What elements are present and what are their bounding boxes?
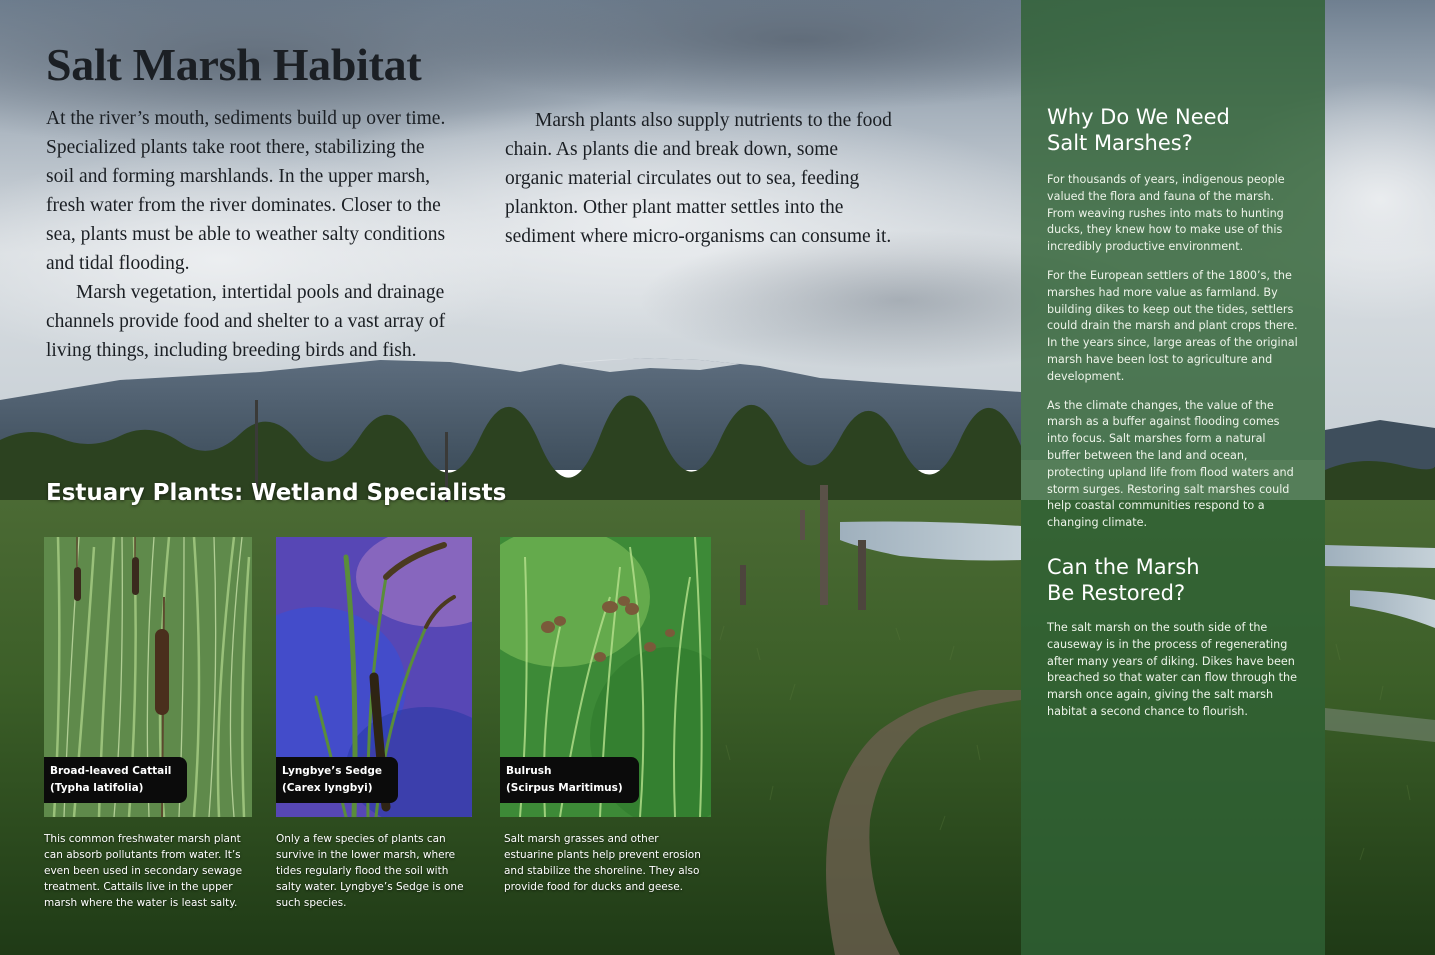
plant-latin-name: (Carex lyngbyi) <box>282 782 373 794</box>
heading-line: Be Restored? <box>1047 580 1186 605</box>
plant-latin-name: (Scirpus Maritimus) <box>506 782 623 794</box>
plant-latin-name: (Typha latifolia) <box>50 782 144 794</box>
panel-heading-restored <box>1047 554 1299 606</box>
intro-column-1 <box>46 104 450 365</box>
plant-description: Salt marsh grasses and other estuarine plants help prevent erosion and stabilize the shoreline. They also provide food for ducks and geese. <box>504 833 701 893</box>
panel-paragraph: For the European settlers of the 1800’s, the marshes had more value as farmland. By building dikes to keep out the tides, settlers could drain the marsh and plant crops there. In the years since, large areas of the original marsh have been lost to agriculture and development. <box>1047 268 1298 383</box>
intro-paragraph: Marsh vegetation, intertidal pools and drainage channels provide food and shelter to a vast array of living things, including breeding birds and fish. <box>46 282 446 361</box>
bulrush-photo <box>500 537 711 817</box>
heading-line: Why Do We Need <box>1047 105 1230 129</box>
cattail-photo <box>44 537 252 817</box>
panel-paragraph: The salt marsh on the south side of the causeway is in the process of regenerating after many years of diking. Dikes have been breached so that water can flow through the marsh once again, giving the salt marsh habitat a second chance to flourish. <box>1047 620 1298 718</box>
plant-description: Only a few species of plants can survive in the lower marsh, where tides regularly flood the soil with salty water. Lyngbye’s Sedge is one such species. <box>276 833 464 909</box>
page-title: Salt Marsh Habitat <box>46 39 422 90</box>
plant-label <box>500 757 639 803</box>
plant-common-name: Bulrush <box>506 765 552 777</box>
section-heading: Estuary Plants: Wetland Specialists <box>46 480 507 506</box>
panel-heading-why <box>1047 104 1299 156</box>
intro-paragraph: Marsh plants also supply nutrients to the food chain. As plants die and break down, some organic material circulates out to sea, feeding plankton. Other plant matter settles into the sediment where micro-organisms can consume it. <box>505 110 892 247</box>
sedge-photo <box>276 537 472 817</box>
panel-paragraph: As the climate changes, the value of the marsh as a buffer against flooding comes into focus. Salt marshes form a natural buffer between the land and ocean, protecting upland life from flood waters and storm surges. Restoring salt marshes could help coastal communities respond to a changing climate. <box>1047 398 1294 530</box>
plant-common-name: Broad-leaved Cattail <box>50 765 172 777</box>
intro-paragraph: At the river’s mouth, sediments build up over time. Specialized plants take root there, stabilizing the soil and forming marshlands. In the upper marsh, fresh water from the river dominates. Closer to the sea, plants must be able to weather salty conditions and tidal flooding. <box>46 108 446 274</box>
heading-line: Can the Marsh <box>1047 554 1200 579</box>
panel-paragraph: For thousands of years, indigenous people valued the flora and fauna of the marsh. From weaving rushes into mats to hunting ducks, they knew how to make use of this incredibly productive environment. <box>1047 173 1285 254</box>
heading-line: Salt Marshes? <box>1047 131 1193 155</box>
plant-label <box>276 757 398 803</box>
intro-column-2 <box>505 106 899 251</box>
plant-common-name: Lyngbye’s Sedge <box>282 765 383 777</box>
info-panel <box>1021 0 1325 955</box>
plant-label <box>44 757 187 803</box>
plant-description: This common freshwater marsh plant can absorb pollutants from water. It’s even been used in secondary sewage treatment. Cattails live in the upper marsh where the water is least salty. <box>44 833 243 909</box>
